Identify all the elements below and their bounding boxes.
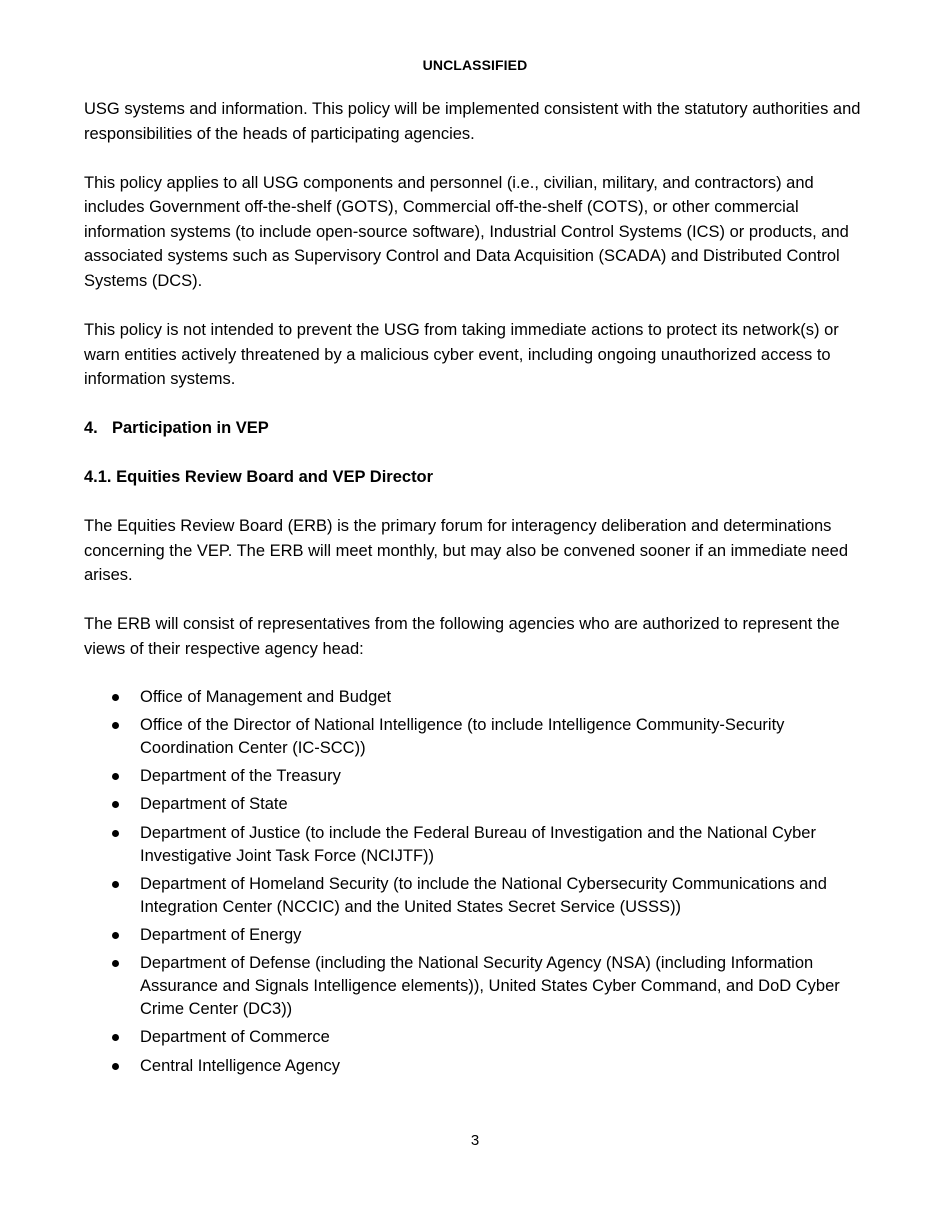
paragraph-erb-membership: The ERB will consist of representatives from the following agencies who are authorized to represent the views of their respective agency head: xyxy=(84,615,840,658)
list-item xyxy=(84,765,869,788)
agency-list xyxy=(84,686,869,1078)
document-body xyxy=(84,97,869,1083)
list-item xyxy=(84,1026,869,1049)
agency-name: Office of the Director of National Intelligence (to include Intelligence Community-Security Coordination Center (IC-SCC)) xyxy=(140,716,785,758)
classification-header: UNCLASSIFIED xyxy=(422,57,528,73)
paragraph-limitations: This policy is not intended to prevent the USG from taking immediate actions to protect its network(s) or warn entities actively threatened by a malicious cyber event, including ongoing unauthorized access to information systems. xyxy=(84,320,839,389)
paragraph-applicability: This policy applies to all USG components and personnel (i.e., civilian, military, and contractors) and includes Government off-the-shelf (GOTS), Commercial off-the-shelf (COTS), or other commercial information systems (to include open-source software), Industrial Control Systems (ICS) or products, and associated systems such as Supervisory Control and Data Acquisition (SCADA) and Distributed Control Systems (DCS). xyxy=(84,173,849,290)
bullet-icon xyxy=(112,694,119,701)
list-item xyxy=(84,873,869,919)
bullet-icon xyxy=(112,773,119,780)
section-title: Participation in VEP xyxy=(112,419,269,438)
agency-name: Central Intelligence Agency xyxy=(140,1056,340,1075)
bullet-icon xyxy=(112,1034,119,1041)
list-item xyxy=(84,793,869,816)
bullet-icon xyxy=(112,830,119,837)
agency-name: Department of the Treasury xyxy=(140,767,341,786)
agency-name: Department of Justice (to include the Federal Bureau of Investigation and the National Cyber Investigative Joint Task Force (NCIJTF)) xyxy=(140,823,816,865)
bullet-icon xyxy=(112,801,119,808)
list-item xyxy=(84,924,869,947)
list-item xyxy=(84,822,869,868)
bullet-icon xyxy=(112,881,119,888)
list-item xyxy=(84,714,869,760)
agency-name: Department of Homeland Security (to include the National Cybersecurity Communications and Integration Center (NCCIC) and the United States Secret Service (USSS)) xyxy=(140,874,827,916)
section-heading-participation xyxy=(84,416,869,441)
agency-name: Office of Management and Budget xyxy=(140,687,392,706)
section-number: 4. xyxy=(84,419,98,438)
bullet-icon xyxy=(112,960,119,967)
subsection-heading-erb: 4.1. Equities Review Board and VEP Director xyxy=(84,468,434,487)
agency-name: Department of State xyxy=(140,795,288,814)
list-item xyxy=(84,686,869,709)
list-item xyxy=(84,1055,869,1078)
list-item xyxy=(84,952,869,1021)
agency-name: Department of Energy xyxy=(140,925,302,944)
bullet-icon xyxy=(112,932,119,939)
bullet-icon xyxy=(112,1063,119,1070)
agency-name: Department of Defense (including the National Security Agency (NSA) (including Information Assurance and Signals Intelligence elements)), United States Cyber Command, and DoD Cyber Crime Center (DC3)) xyxy=(140,954,840,1019)
agency-name: Department of Commerce xyxy=(140,1028,330,1047)
paragraph-erb-description: The Equities Review Board (ERB) is the primary forum for interagency deliberation and determinations concerning the VEP. The ERB will meet monthly, but may also be convened sooner if an immediate need arises. xyxy=(84,517,849,585)
paragraph-scope-intro: USG systems and information. This policy will be implemented consistent with the statutory authorities and responsibilities of the heads of participating agencies. xyxy=(84,100,861,143)
page-number: 3 xyxy=(470,1132,480,1149)
bullet-icon xyxy=(112,722,119,729)
